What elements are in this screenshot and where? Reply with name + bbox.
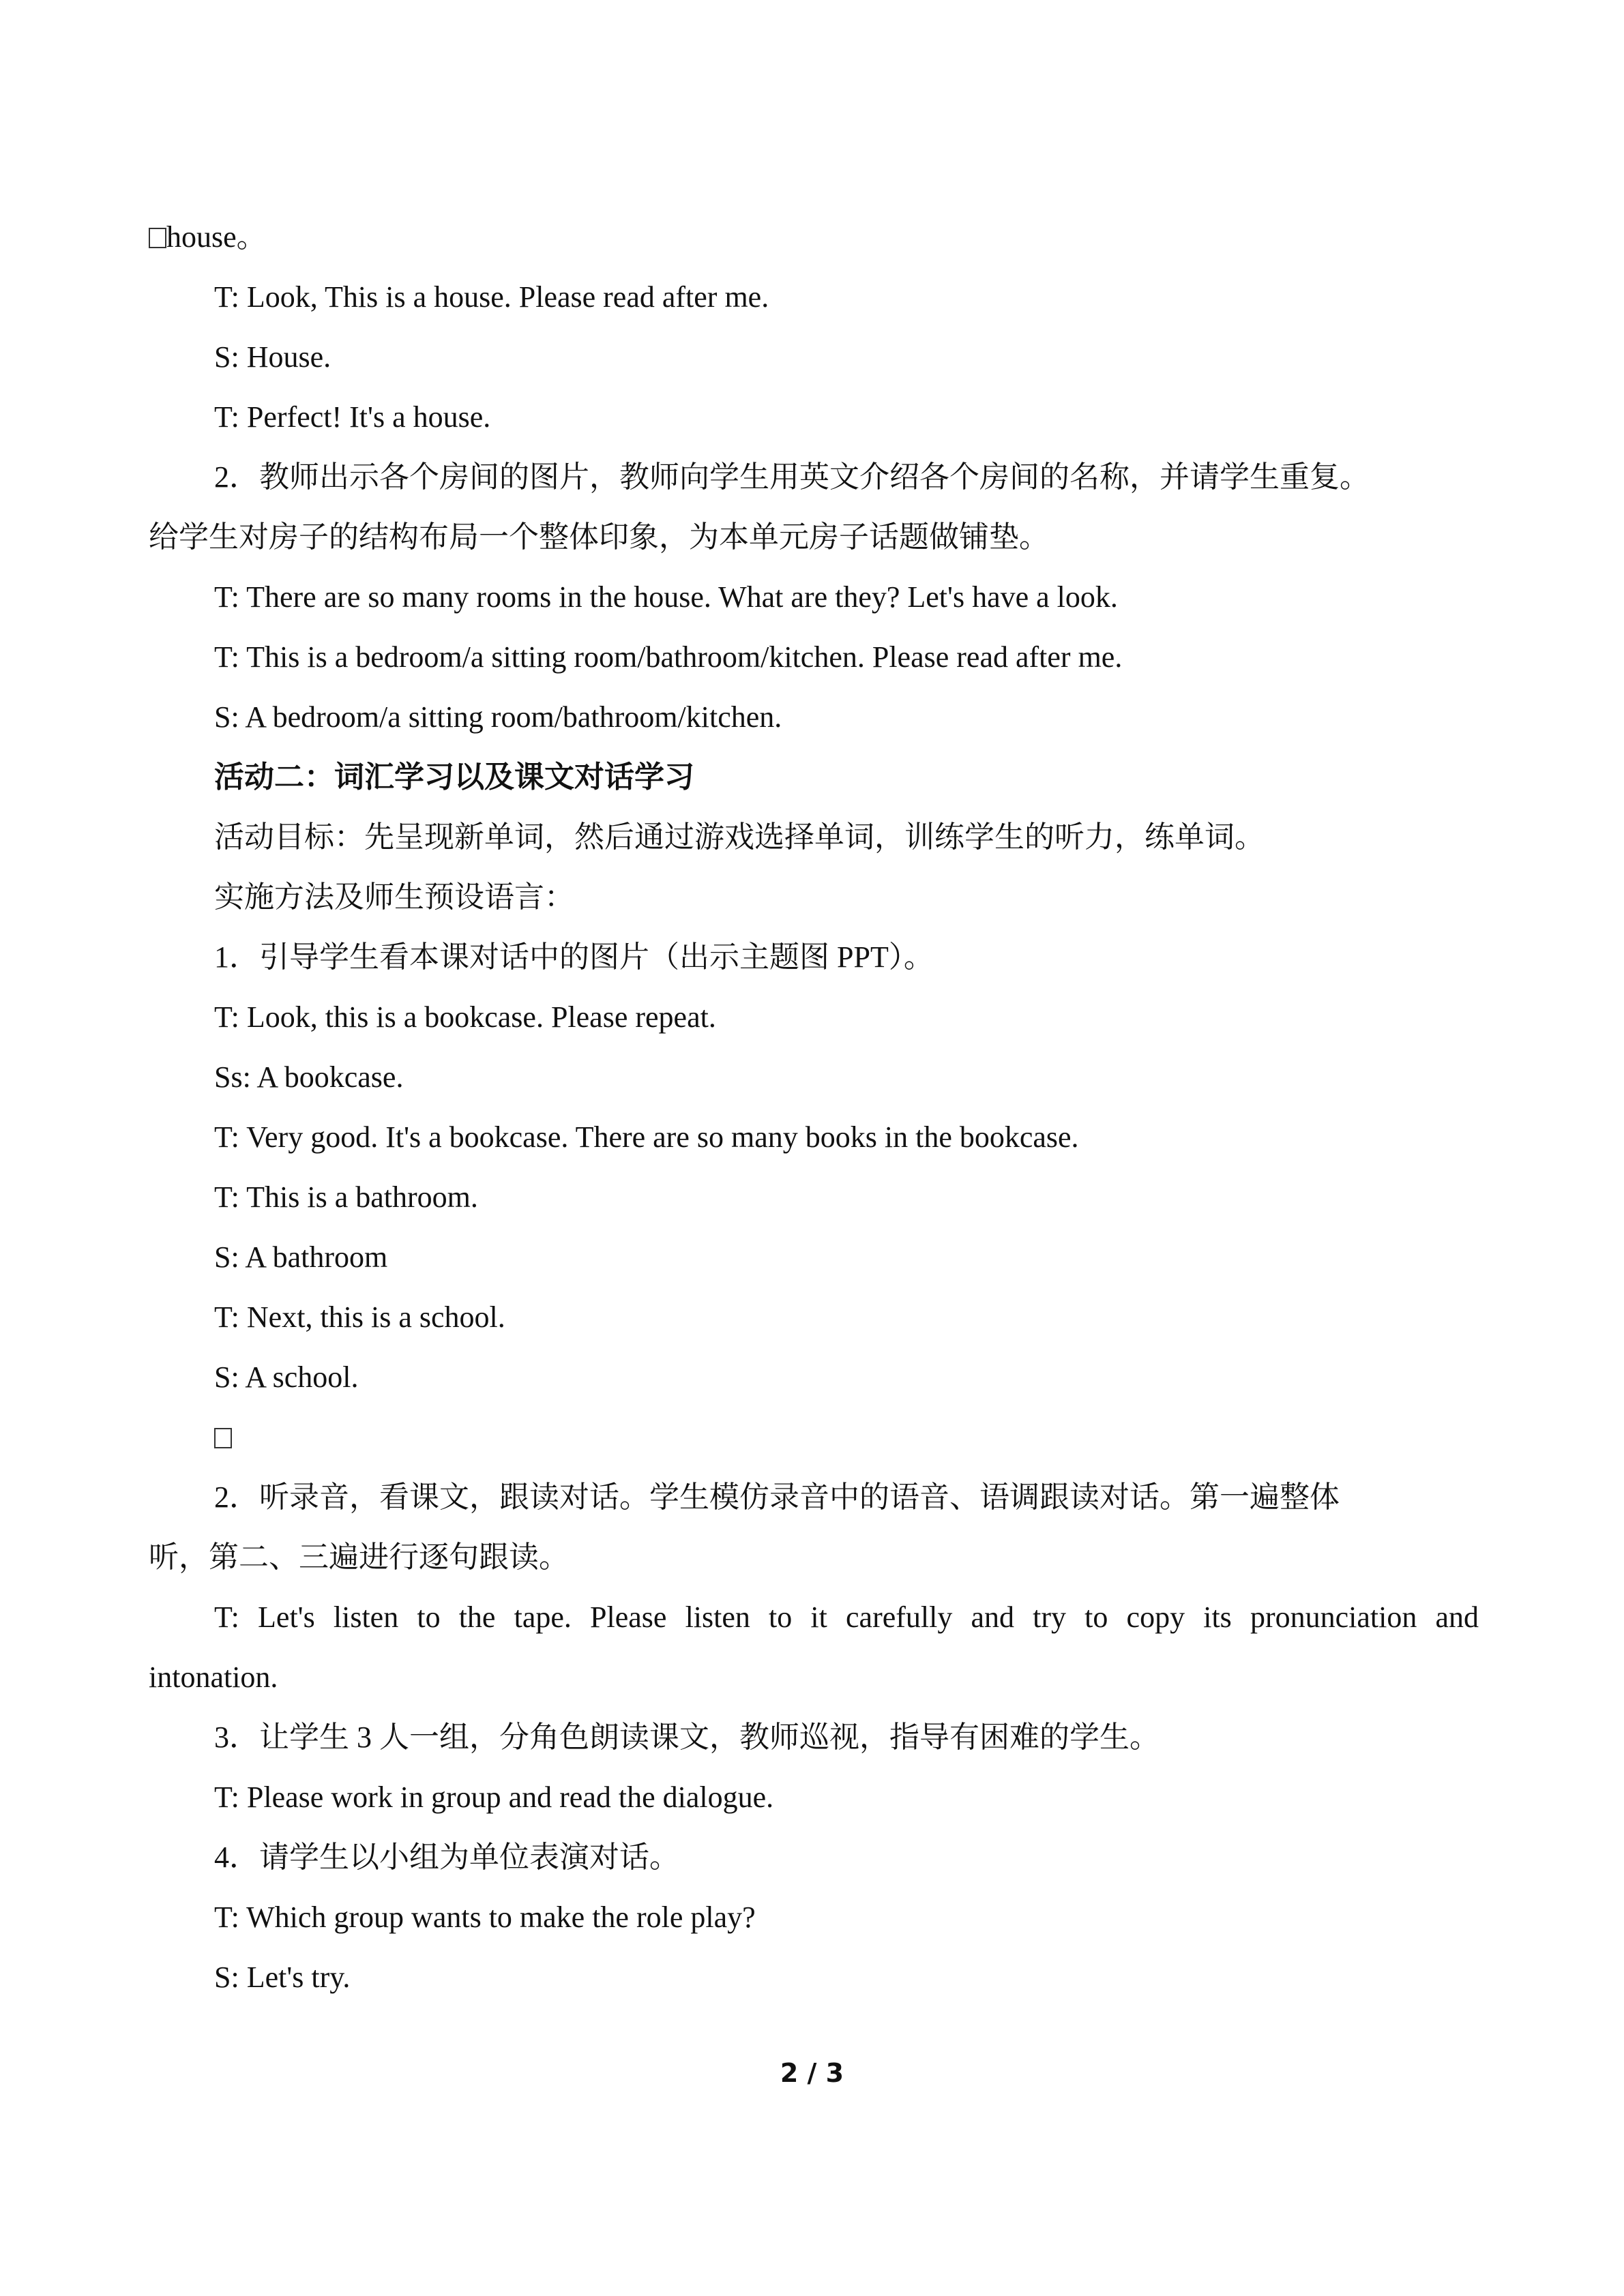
step-1-instruction: 1．引导学生看本课对话中的图片（出示主题图 PPT）。 <box>214 940 934 974</box>
dialogue-line: T: Very good. It's a bookcase. There are so many books in the bookcase. <box>214 1120 1079 1154</box>
dialogue-line: S: A school. <box>214 1360 359 1394</box>
dialogue-line: T: Please work in group and read the dialogue. <box>214 1780 774 1814</box>
dialogue-line: T: Perfect! It's a house. <box>214 400 491 434</box>
step-2-listening-instruction-continued: 听，第二、三遍进行逐句跟读。 <box>149 1540 569 1574</box>
dialogue-line: T: This is a bedroom/a sitting room/bathroom/kitchen. Please read after me. <box>214 640 1123 674</box>
text-house: house。 <box>166 220 267 254</box>
method-label: 实施方法及师生预设语言： <box>214 880 574 914</box>
dialogue-line: S: Let's try. <box>214 1960 351 1994</box>
dialogue-line: T: This is a bathroom. <box>214 1180 478 1214</box>
step-2-instruction-continued: 给学生对房子的结构布局一个整体印象，为本单元房子话题做铺垫。 <box>149 520 1049 554</box>
step-2-listening-instruction: 2．听录音，看课文，跟读对话。学生模仿录音中的语音、语调跟读对话。第一遍整体 <box>214 1480 1340 1514</box>
activity-2-heading: 活动二：词汇学习以及课文对话学习 <box>214 760 694 794</box>
dialogue-line-justified: T: Let's listen to the tape. Please listen to it carefully and try to copy its pronunciation and <box>214 1600 1479 1634</box>
text-line-house-continuation <box>149 217 267 258</box>
dialogue-line: S: House. <box>214 340 331 374</box>
missing-glyph-box <box>214 1428 232 1448</box>
page-number: 2 / 3 <box>780 2058 844 2088</box>
step-3-instruction: 3．让学生 3 人一组，分角色朗读课文，教师巡视，指导有困难的学生。 <box>214 1720 1160 1754</box>
dialogue-line: S: A bedroom/a sitting room/bathroom/kitchen. <box>214 700 782 734</box>
dialogue-line: T: Look, this is a bookcase. Please repeat. <box>214 1000 716 1034</box>
missing-glyph-box <box>149 228 166 248</box>
dialogue-line: T: There are so many rooms in the house. What are they? Let's have a look. <box>214 580 1118 614</box>
dialogue-line: T: Look, This is a house. Please read after me. <box>214 280 769 314</box>
dialogue-line: T: Next, this is a school. <box>214 1300 505 1334</box>
dialogue-line: T: Which group wants to make the role play? <box>214 1900 756 1934</box>
activity-goal: 活动目标：先呈现新单词，然后通过游戏选择单词，训练学生的听力，练单词。 <box>214 820 1265 854</box>
missing-glyph-line <box>214 1417 232 1458</box>
step-2-instruction: 2．教师出示各个房间的图片，教师向学生用英文介绍各个房间的名称，并请学生重复。 <box>214 460 1370 494</box>
step-4-instruction: 4．请学生以小组为单位表演对话。 <box>214 1840 679 1874</box>
dialogue-line: S: A bathroom <box>214 1240 388 1274</box>
dialogue-line-continued: intonation. <box>149 1660 278 1694</box>
dialogue-line: Ss: A bookcase. <box>214 1060 404 1094</box>
